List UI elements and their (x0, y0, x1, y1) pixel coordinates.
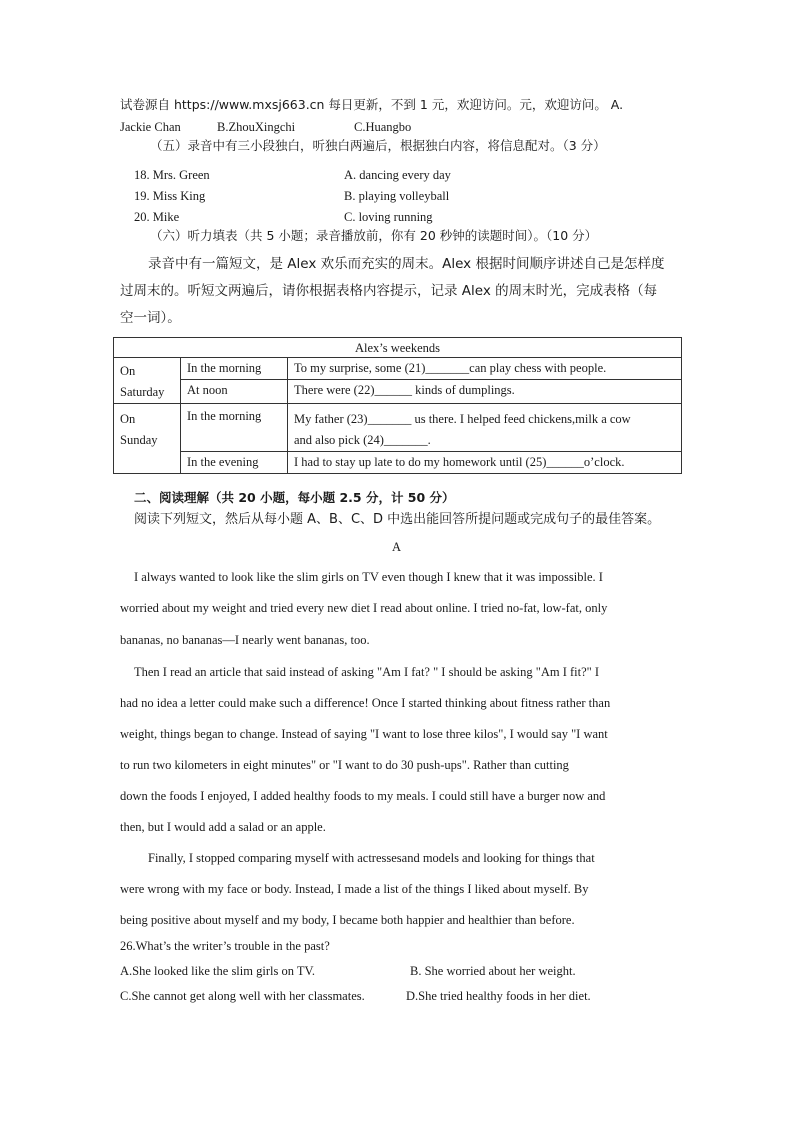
sunday-morning-text-line2: and also pick (24)_______. (294, 433, 431, 447)
passage-line-4: Then I read an article that said instead of asking "Am I fat? " I should be asking "Am I fit?" I (134, 665, 600, 679)
option-b-name: B.ZhouXingchi (217, 120, 296, 134)
q26-option-b: B. She worried about her weight. (410, 964, 576, 978)
passage-line-9: then, but I would add a salad or an apple. (120, 820, 326, 834)
part6-intro-line2: 过周末的。听短文两遍后，请你根据表格内容提示，记录 Alex 的周末时光，完成表格（每 (120, 283, 658, 299)
source-line: 试卷源自 https://www.mxsj663.cn 每日更新，不到 1 元，欢迎访问。元，欢迎访问。 A. (120, 97, 624, 112)
q26-option-a: A.She looked like the slim girls on TV. (120, 964, 316, 978)
passage-line-1: I always wanted to look like the slim girls on TV even though I knew that it was impossible. I (134, 570, 603, 584)
passage-label: A (392, 540, 402, 554)
passage-line-6: weight, things began to change. Instead of saying "I want to lose three kilos", I would say "I want (120, 727, 608, 741)
saturday-label: Saturday (120, 385, 165, 399)
passage-line-3: bananas, no bananas—I nearly went bananas, too. (120, 633, 370, 647)
saturday-noon-time: At noon (181, 380, 288, 404)
sunday-evening-time: In the evening (181, 452, 288, 474)
sunday-morning-time: In the morning (181, 404, 288, 452)
match-option-c: C. loving running (344, 210, 433, 224)
option-c-name: C.Huangbo (354, 120, 412, 134)
option-a-name: Jackie Chan (120, 120, 181, 134)
part5-title: （五）录音中有三小段独白，听独白两遍后，根据独白内容，将信息配对。（3 分） (150, 138, 606, 153)
saturday-morning-time: In the morning (181, 358, 288, 380)
saturday-cell (114, 358, 181, 404)
q26-option-d: D.She tried healthy foods in her diet. (406, 989, 591, 1003)
saturday-morning-text: To my surprise, some (21)_______can play chess with people. (288, 358, 682, 380)
sunday-evening-text: I had to stay up late to do my homework until (25)______o’clock. (288, 452, 682, 474)
passage-line-5: had no idea a letter could make such a difference! Once I started thinking about fitness rather than (120, 696, 611, 710)
table-title: Alex’s weekends (114, 338, 682, 358)
sunday-morning-text-line1: My father (23)_______ us there. I helped feed chickens,milk a cow (294, 412, 631, 426)
passage-line-2: worried about my weight and tried every new diet I read about online. I tried no-fat, low-fat, only (120, 601, 608, 615)
match-item-20: 20. Mike (134, 210, 180, 224)
reading-section-title: 二、阅读理解（共 20 小题，每小题 2.5 分，计 50 分） (134, 490, 455, 505)
saturday-noon-text: There were (22)______ kinds of dumplings. (288, 380, 682, 404)
part6-intro-line1: 录音中有一篇短文，是 Alex 欢乐而充实的周末。Alex 根据时间顺序讲述自己是怎样度 (148, 256, 665, 272)
saturday-on: On (120, 364, 136, 378)
q26-option-c: C.She cannot get along well with her classmates. (120, 989, 365, 1003)
sunday-morning-text (288, 404, 682, 452)
part6-title: （六）听力填表（共 5 小题；录音播放前，你有 20 秒钟的读题时间）。（10 分） (150, 228, 598, 243)
match-item-18: 18. Mrs. Green (134, 168, 210, 182)
match-option-b: B. playing volleyball (344, 189, 450, 203)
match-item-19: 19. Miss King (134, 189, 206, 203)
passage-line-7: to run two kilometers in eight minutes" or "I want to do 30 push-ups". Rather than cutting (120, 758, 569, 772)
reading-instruction: 阅读下列短文，然后从每小题 A、B、C、D 中选出能回答所提问题或完成句子的最佳答案。 (134, 512, 661, 527)
weekend-table (113, 337, 682, 474)
sunday-label: Sunday (120, 433, 158, 447)
sunday-on: On (120, 412, 136, 426)
sunday-cell (114, 404, 181, 474)
part6-intro-line3: 空一词）。 (120, 310, 181, 326)
passage-line-11: were wrong with my face or body. Instead, I made a list of the things I liked about myself. By (120, 882, 589, 896)
passage-line-10: Finally, I stopped comparing myself with actressesand models and looking for things that (148, 851, 595, 865)
passage-line-8: down the foods I enjoyed, I added healthy foods to my meals. I could still have a burger now and (120, 789, 606, 803)
passage-line-12: being positive about myself and my body, I became both happier and healthier than before. (120, 913, 575, 927)
match-option-a: A. dancing every day (344, 168, 451, 182)
question-26: 26.What’s the writer’s trouble in the past? (120, 939, 330, 953)
